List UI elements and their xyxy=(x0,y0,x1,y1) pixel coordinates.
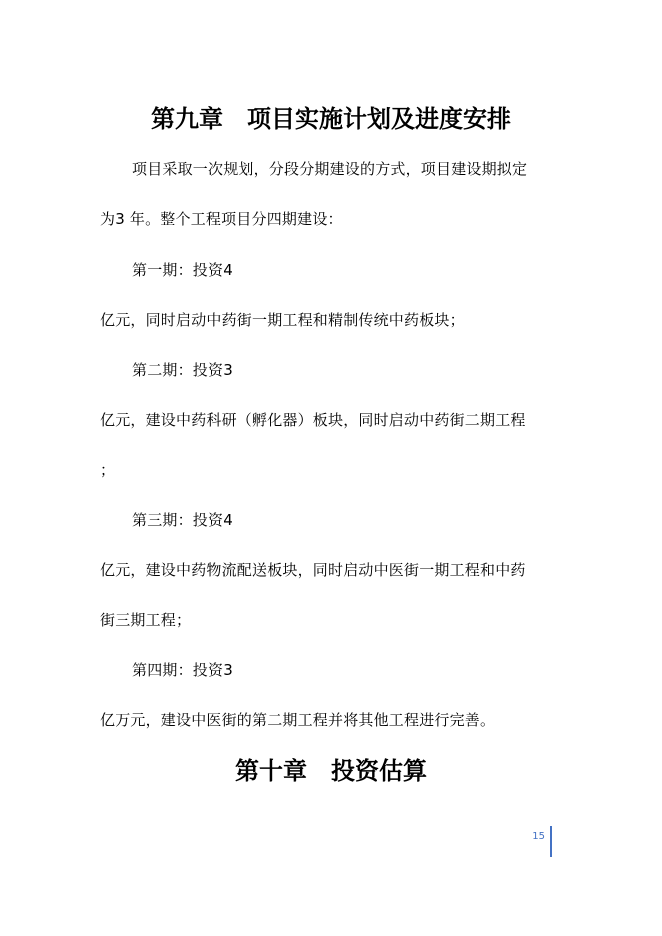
phase-2-label: 第二期：投资3 xyxy=(132,361,233,379)
phase-1-label: 第一期：投资4 xyxy=(132,261,233,279)
intro-line-1: 项目采取一次规划，分段分期建设的方式，项目建设期拟定 xyxy=(132,160,528,178)
phase-2-description: 亿元，建设中药科研（孵化器）板块，同时启动中药街二期工程 xyxy=(100,411,526,429)
phase-3-description-end: 街三期工程； xyxy=(100,611,192,629)
phase-3-label: 第三期：投资4 xyxy=(132,511,233,529)
phase-2-description-end: ； xyxy=(100,461,116,479)
phase-4-description: 亿万元，建设中医街的第二期工程并将其他工程进行完善。 xyxy=(100,711,496,729)
phase-1-description: 亿元，同时启动中药街一期工程和精制传统中药板块； xyxy=(100,311,465,329)
chapter-10-heading: 第十章 投资估算 xyxy=(235,756,427,785)
page-number-divider xyxy=(550,826,552,857)
phase-3-description: 亿元，建设中药物流配送板块，同时启动中医街一期工程和中药 xyxy=(100,561,526,579)
page-number: 15 xyxy=(532,831,545,842)
chapter-9-heading: 第九章 项目实施计划及进度安排 xyxy=(151,104,511,133)
intro-line-2: 为3 年。整个工程项目分四期建设： xyxy=(100,210,343,228)
phase-4-label: 第四期：投资3 xyxy=(132,661,233,679)
